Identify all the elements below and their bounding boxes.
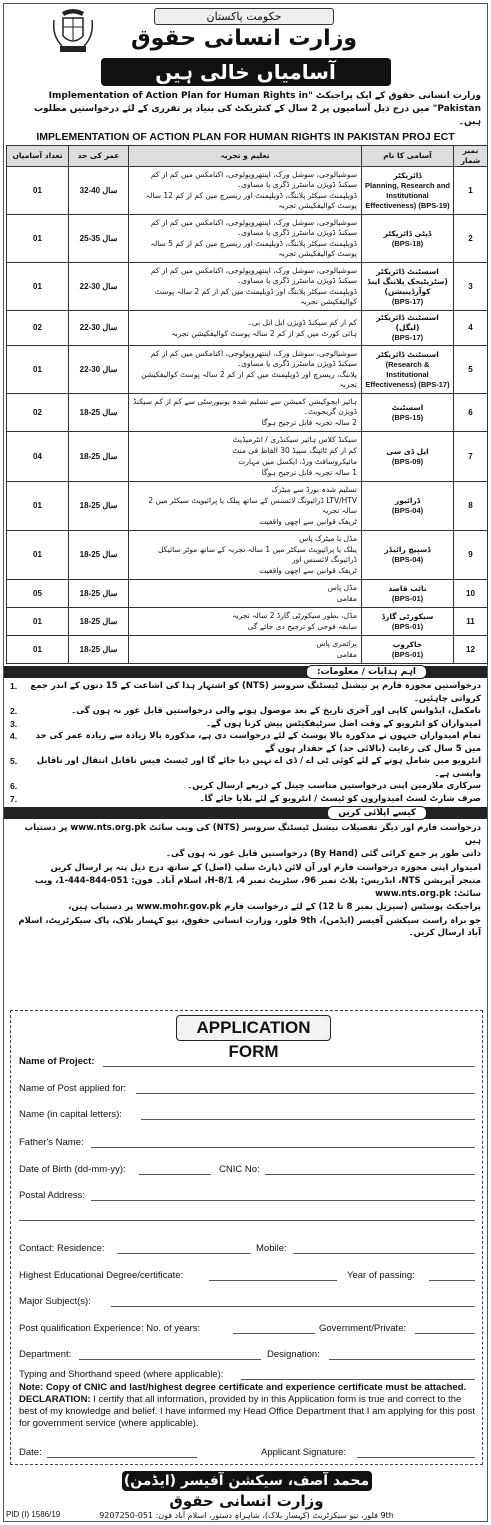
postal-address-field-line2[interactable] xyxy=(19,1220,475,1221)
post-name-english: (BPS-04) xyxy=(391,555,424,564)
column-header-qualification: تعلیم و تجربہ xyxy=(129,146,362,167)
qualification-line: مقامی xyxy=(336,650,357,659)
vacancy-count-cell: 01 xyxy=(7,608,69,636)
qualification-line: مقامی xyxy=(336,594,357,603)
state-emblem-icon xyxy=(50,6,96,54)
pid-number: PID (I) 1586/19 xyxy=(6,1510,61,1519)
instruction-text: تمام امیدواران جنہوں نے مذکورہ بالا پوسٹ کے لئے درخواست دی ہے، مذکورہ بالا زیادہ سے زیادہ عمر کی حد میں 5 سال کی رعایت (بالائی حد) کے حقدار ہوں گے xyxy=(35,731,481,754)
table-row xyxy=(7,167,488,215)
age-limit-cell: 18-25 سال xyxy=(69,531,129,580)
instruction-text: درخواستیں مجوزہ فارم پر نیشنل ٹیسٹنگ سروسز (NTS) کو اشتہار ہذا کی اشاعت کے 15 دنوں کے اندر جمع کروانی چاہئیں۔ xyxy=(30,681,481,704)
post-name-cell xyxy=(362,311,454,346)
table-row xyxy=(7,263,488,311)
contact-residence-label: Contact: Residence: xyxy=(19,1243,105,1254)
mobile-label: Mobile: xyxy=(256,1243,287,1254)
post-name-urdu: ڈرائیور xyxy=(394,496,421,505)
post-applied-field[interactable] xyxy=(136,1093,475,1094)
serial-number-cell: 3 xyxy=(454,263,488,311)
experience-years-field[interactable] xyxy=(233,1333,315,1334)
qualification-cell xyxy=(129,531,362,580)
instruction-number: .5 xyxy=(10,756,18,766)
typing-speed-label: Typing and Shorthand speed (where applicable): xyxy=(19,1369,224,1380)
age-limit-cell: 22-30 سال xyxy=(69,311,129,346)
advertisement-page xyxy=(3,3,488,1522)
table-row xyxy=(7,346,488,394)
post-name-cell xyxy=(362,167,454,215)
instruction-item xyxy=(10,680,481,705)
qualification-line: سوشیالوجی، سوشل ورک، اینتھروپولوجی، اکنامکس میں کم از کم سیکنڈ ڈویژن ماسٹرز ڈگری یا مساوی۔ xyxy=(150,218,357,237)
instruction-number: .7 xyxy=(10,793,18,804)
qualification-line: سوشیالوجی، سوشل ورک، اینتھروپولوجی، اکنامکس میں کم از کم سیکنڈ ڈویژن ماسٹرز ڈگری یا مساوی۔ xyxy=(150,349,357,368)
name-field[interactable] xyxy=(141,1119,475,1120)
application-form-title: APPLICATION FORM xyxy=(176,1015,331,1041)
post-name-urdu: سیکورٹی گارڈ xyxy=(381,611,434,621)
government-label: حکومت پاکستان xyxy=(154,8,334,25)
qualification-cell xyxy=(129,394,362,432)
serial-number-cell: 5 xyxy=(454,346,488,394)
instruction-item xyxy=(10,793,481,806)
post-name-english: (BPS-18) xyxy=(391,238,424,248)
qualification-cell xyxy=(129,482,362,531)
ministry-title: وزارت انسانی حقوق xyxy=(130,26,358,51)
intro-text: وزارت انسانی حقوق کے ایک پراجیکٹ "Implementation of Action Plan for Human Rights in Pakistan" میں درج ذیل آسامیوں پر 2 سال کے کنٹریکٹ کی بنیاد پر تقرری کے لئے درخواستیں مطلوب ہیں۔ xyxy=(33,91,481,127)
highest-degree-label: Highest Educational Degree/certificate: xyxy=(19,1270,184,1281)
qualification-line: کم از کم ٹائپنگ سپیڈ 30 الفاظ فی منٹ xyxy=(232,446,357,455)
post-name-english: (BPS-15) xyxy=(391,412,424,422)
post-name-urdu: اسسٹنٹ ڈائریکٹر (سٹریٹیجک پلاننگ اینڈ کوآرڈینیشن) xyxy=(367,266,448,296)
qualification-line: ٹریفک قوانین سے اچھی واقفیت xyxy=(259,566,357,575)
qualification-line: پبلک یا پرائیویٹ سیکٹر میں 1 سالہ تجربہ کے ساتھ موٹر سائیکل ڈرائیونگ لائسنس اور xyxy=(157,545,357,564)
instruction-number: .1 xyxy=(10,681,18,691)
department-label: Department: xyxy=(19,1349,72,1360)
qualification-line: LTV/HTV ڈرائیونگ لائسنس کے ساتھ پبلک یا پرائیویٹ سیکٹر میں 2 سالہ تجربہ xyxy=(148,496,357,515)
footer-ministry: وزارت انسانی حقوق xyxy=(169,1492,324,1510)
age-limit-cell: 25-35 سال xyxy=(69,215,129,263)
header xyxy=(4,4,487,56)
instruction-number: .6 xyxy=(10,781,18,791)
how-to-apply-item: درخواست فارم اور دیگر تفصیلات نیشنل ٹیسٹنگ سروسز (NTS) کی ویب سائٹ www.nts.org.pk پر دستیاب ہیں xyxy=(24,823,481,846)
major-subjects-label: Major Subject(s): xyxy=(19,1296,91,1307)
post-name-english: (BPS-17) xyxy=(391,333,424,342)
instruction-number: .3 xyxy=(10,718,18,729)
table-row xyxy=(7,531,488,580)
qualification-cell xyxy=(129,215,362,263)
post-name-english: Planning, Research and Institutional Effectiveness) (BPS-19) xyxy=(364,180,451,210)
how-to-apply-item: منیجر آپریشن NTS، ایڈریس: پلاٹ نمبر 96، سٹریٹ نمبر 4، H-8/1، اسلام آباد۔ فون: 051-844-444-1، ویب سائٹ: www.nts.org.pk xyxy=(34,876,481,899)
declaration-label: DECLARATION: xyxy=(19,1394,91,1405)
post-name-urdu: ایل ڈی سی xyxy=(386,446,429,456)
govt-private-field[interactable] xyxy=(415,1333,475,1334)
post-applied-label: Name of Post applied for: xyxy=(19,1083,127,1094)
qualification-cell xyxy=(129,432,362,482)
application-form xyxy=(10,1010,483,1465)
qualification-line: مڈل، بطور سیکورٹی گارڈ 2 سالہ تجربہ xyxy=(232,611,357,620)
cnic-field[interactable] xyxy=(265,1174,475,1175)
column-header-post: آسامی کا نام xyxy=(362,146,454,167)
cnic-label: CNIC No: xyxy=(219,1164,260,1175)
qualification-line: سوشیالوجی، سوشل ورک، اینتھروپولوجی، اکنامکس میں کم از کم سیکنڈ ڈویژن ماسٹرز ڈگری یا مساوی۔ xyxy=(150,266,357,285)
qualification-line: مڈل یا میٹرک پاس xyxy=(299,534,357,543)
post-name-english: (BPS-01) xyxy=(391,593,424,603)
qualification-cell xyxy=(129,263,362,311)
declaration xyxy=(19,1394,477,1430)
qualification-line: تسلیم شدہ بورڈ سے میٹرک xyxy=(271,485,357,494)
serial-number-cell: 12 xyxy=(454,636,488,664)
how-to-apply-item: پراجیکٹ پوسٹس (سیریل نمبر 8 تا 12) کے لئے درخواست فارم www.mohr.gov.pk پر دستیاب ہیں، xyxy=(68,902,481,912)
govt-private-label: Government/Private: xyxy=(319,1323,407,1334)
vacancy-count-cell: 01 xyxy=(7,482,69,531)
serial-number-cell: 8 xyxy=(454,482,488,531)
serial-number-cell: 7 xyxy=(454,432,488,482)
year-of-passing-field[interactable] xyxy=(429,1280,475,1281)
qualification-line: پرائمری پاس xyxy=(316,639,357,648)
vacancy-count-cell: 01 xyxy=(7,346,69,394)
instruction-item xyxy=(10,780,481,793)
how-to-apply-header-bar xyxy=(4,807,487,819)
post-name-cell xyxy=(362,608,454,636)
how-to-apply-item: جو براہ راست سیکشن آفیسر (ایڈمن)، 9th فلور، وزارت انسانی حقوق، نیو کہسار بلاک، پاک سیکرٹریٹ، اسلام آباد ارسال کریں۔ xyxy=(18,915,481,938)
how-to-apply-item: امیدوار اپنی مجوزہ درخواست فارم اور آن لائن ڈپازٹ سلپ (اصل) کے ساتھ درج ذیل پتہ پر ارسال کریں xyxy=(50,862,481,873)
post-name-cell xyxy=(362,346,454,394)
age-limit-cell: 18-25 سال xyxy=(69,608,129,636)
age-limit-cell: 22-30 سال xyxy=(69,263,129,311)
dob-label: Date of Birth (dd-mm-yy): xyxy=(19,1164,126,1175)
instructions-header-bar xyxy=(4,666,487,678)
qualification-cell xyxy=(129,580,362,608)
qualification-cell xyxy=(129,346,362,394)
table-row xyxy=(7,215,488,263)
date-label: Date: xyxy=(19,1447,42,1458)
qualification-line: مڈل پاس xyxy=(327,583,357,592)
post-name-cell xyxy=(362,636,454,664)
designation-label: Designation: xyxy=(267,1349,320,1360)
major-subjects-field[interactable] xyxy=(111,1306,475,1307)
post-name-cell xyxy=(362,531,454,580)
serial-number-cell: 1 xyxy=(454,167,488,215)
table-row xyxy=(7,394,488,432)
postal-address-field[interactable] xyxy=(91,1200,475,1201)
age-limit-cell: 18-25 سال xyxy=(69,394,129,432)
instruction-item xyxy=(10,705,481,718)
vacancy-count-cell: 02 xyxy=(7,394,69,432)
table-row xyxy=(7,636,488,664)
how-to-apply-list xyxy=(4,819,487,943)
how-to-apply-item: ذاتی طور پر جمع کرائی گئی (By Hand) درخواستیں قابل غور نہ ہوں گی۔ xyxy=(165,849,481,859)
post-name-urdu: اسسٹنٹ ڈائریکٹر (لیگل) xyxy=(376,313,439,332)
post-name-english: (BPS-17) xyxy=(391,296,424,306)
qualification-line: سیکنڈ کلاس ہائیر سیکنڈری / انٹرمیڈیٹ xyxy=(232,435,357,444)
year-of-passing-label: Year of passing: xyxy=(347,1270,415,1281)
qualification-line: 2 سالہ تجربہ قابل ترجیح ہوگا xyxy=(261,418,357,427)
qualification-line: ڈویلپمنٹ سیکٹر پلاننگ، ڈویلپمنٹ اور ریسرچ میں کم از کم 12 سالہ پوسٹ کوالیفکیشن تجربہ xyxy=(145,191,357,210)
instruction-number: .4 xyxy=(10,731,18,741)
date-field[interactable] xyxy=(47,1457,197,1458)
post-name-cell xyxy=(362,215,454,263)
vacancy-count-cell: 02 xyxy=(7,311,69,346)
signature-field[interactable] xyxy=(357,1457,475,1458)
post-name-urdu: اسسٹنٹ xyxy=(391,402,424,412)
post-name-urdu: ڈائریکٹر xyxy=(393,170,422,180)
name-label: Name (in capital letters): xyxy=(19,1109,122,1120)
instruction-text: امیدواران کو انٹرویو کے وقت اصل سرٹیفکیٹس پیش کرنا ہوں گے۔ xyxy=(206,718,481,729)
qualification-line: ہائیر ایجوکیشن کمیشن سے تسلیم شدہ یونیورسٹی سے کم از کم سیکنڈ ڈویژن گریجویٹ۔ xyxy=(133,397,357,416)
how-to-apply-title: کیسے اپلائی کریں xyxy=(327,806,427,820)
qualification-cell xyxy=(129,608,362,636)
vacancy-count-cell: 01 xyxy=(7,263,69,311)
footer-address: 9th فلور، نیو سیکرٹریٹ (کہسار بلاک)، شاہراہِ دستور، اسلام آباد فون: 051-9207250 xyxy=(99,1511,394,1520)
dob-field[interactable] xyxy=(139,1174,211,1175)
vacancies-table xyxy=(6,145,488,664)
instruction-item xyxy=(10,718,481,731)
vacancy-count-cell: 01 xyxy=(7,636,69,664)
attachment-note: Note: Copy of CNIC and last/highest degree certificate and experience certificate must be attached. xyxy=(19,1382,467,1393)
project-name-field[interactable] xyxy=(103,1066,475,1067)
qualification-line: مائیکروسافٹ ورڈ، ایکسل میں مہارت xyxy=(238,457,357,466)
serial-number-cell: 10 xyxy=(454,580,488,608)
column-header-age: عمر کی حد xyxy=(69,146,129,167)
serial-number-cell: 2 xyxy=(454,215,488,263)
qualification-line: 1 سالہ تجربہ قابل ترجیح ہوگا xyxy=(261,468,357,477)
qualification-line: کم از کم سیکنڈ ڈویژن ایل ایل بی۔ xyxy=(247,317,357,327)
declaration-text: I certify that all information, provided by in this Application form is true and correct to the best of my knowledge and belief. I have informed my Head Office Department that I am applying for this post for government service (where applicable). xyxy=(19,1394,476,1429)
age-limit-cell: 18-25 سال xyxy=(69,580,129,608)
vacancy-count-cell: 01 xyxy=(7,531,69,580)
vacancy-count-cell: 01 xyxy=(7,167,69,215)
post-name-english: (Research & Institutional Effectiveness) (BPS-17) xyxy=(365,359,450,389)
column-header-count: تعداد آسامیاں xyxy=(7,146,69,167)
highest-degree-field[interactable] xyxy=(209,1280,337,1281)
footer xyxy=(4,1471,489,1520)
post-name-cell xyxy=(362,432,454,482)
post-name-urdu: نائب قاصد xyxy=(388,583,427,593)
qualification-line: ہائی کورٹ میں کم از کم 2 سالہ پوسٹ کوالیفکیشن تجربہ xyxy=(171,328,357,338)
column-header-serial: نمبر شمار xyxy=(454,146,488,167)
table-row xyxy=(7,311,488,346)
table-row xyxy=(7,432,488,482)
signature-label: Applicant Signature: xyxy=(261,1447,347,1458)
post-name-cell xyxy=(362,580,454,608)
experience-years-label: Post qualification Experience: No. of years: xyxy=(19,1323,201,1334)
serial-number-cell: 4 xyxy=(454,311,488,346)
age-limit-cell: 18-25 سال xyxy=(69,482,129,531)
fathers-name-label: Father's Name: xyxy=(19,1137,84,1148)
instructions-list xyxy=(4,678,487,805)
age-limit-cell: 32-40 سال xyxy=(69,167,129,215)
qualification-cell xyxy=(129,167,362,215)
instruction-item xyxy=(10,730,481,755)
instructions-title: اہم ہدایات / معلومات: xyxy=(306,665,427,679)
qualification-cell xyxy=(129,636,362,664)
qualification-line: ٹریفک قوانین سے اچھی واقفیت xyxy=(259,517,357,526)
vacancy-count-cell: 04 xyxy=(7,432,69,482)
vacancy-count-cell: 05 xyxy=(7,580,69,608)
signer-name: محمد آصف، سیکشن آفیسر (ایڈمن) xyxy=(122,1471,372,1491)
vacancies-banner: آسامیاں خالی ہیں xyxy=(101,58,391,86)
designation-field[interactable] xyxy=(329,1359,475,1360)
post-name-cell xyxy=(362,263,454,311)
contact-residence-field[interactable] xyxy=(117,1253,251,1254)
post-name-english: (BPS-01) xyxy=(391,621,424,631)
qualification-cell xyxy=(129,311,362,346)
post-name-urdu: اسسٹنٹ ڈائریکٹر xyxy=(376,349,439,359)
serial-number-cell: 6 xyxy=(454,394,488,432)
qualification-line: ڈویلپمنٹ سیکٹر پلاننگ اور ڈویلپمنٹ میں کم از کم 2 سالہ پوسٹ کوالیفکیشن تجربہ xyxy=(154,287,357,306)
post-name-english: (BPS-09) xyxy=(391,456,424,466)
department-field[interactable] xyxy=(79,1359,261,1360)
qualification-line: پلاننگ، ریسرچ اور ڈویلپمنٹ میں کم از کم 2 سالہ پوسٹ کوالیفکیشن تجربہ xyxy=(141,370,357,389)
form-note xyxy=(19,1382,477,1430)
instruction-number: .2 xyxy=(10,706,18,716)
qualification-line: ڈویلپمنٹ سیکٹر پلاننگ، ڈویلپمنٹ اور ریسرچ میں کم از کم 5 سالہ پوسٹ کوالیفکیشن تجربہ xyxy=(150,239,357,258)
table-row xyxy=(7,580,488,608)
table-header-row xyxy=(7,146,488,167)
post-name-urdu: خاکروب xyxy=(392,639,423,649)
post-name-cell xyxy=(362,394,454,432)
typing-speed-field[interactable] xyxy=(241,1379,475,1380)
instruction-text: سرکاری ملازمین اپنی درخواستیں مناسب چینل کے ذریعے ارسال کریں۔ xyxy=(187,781,481,791)
serial-number-cell: 11 xyxy=(454,608,488,636)
postal-address-label: Postal Address: xyxy=(19,1190,86,1201)
fathers-name-field[interactable] xyxy=(91,1147,475,1148)
qualification-line: سوشیالوجی، سوشل ورک، اینتھروپولوجی، اکنامکس میں کم از کم سیکنڈ ڈویژن ماسٹرز ڈگری یا مساوی۔ xyxy=(150,170,357,189)
age-limit-cell: 18-25 سال xyxy=(69,636,129,664)
vacancy-count-cell: 01 xyxy=(7,215,69,263)
project-name-label: Name of Project: xyxy=(19,1056,95,1067)
instruction-text: انٹرویو میں شامل ہونے کے لئے کوئی ٹی اے / ڈی اے نہیں دیا جائے گا اور ٹیسٹ فیس ناقابل انتقال اور ناقابل واپسی ہے۔ xyxy=(36,756,481,779)
age-limit-cell: 18-25 سال xyxy=(69,432,129,482)
serial-number-cell: 9 xyxy=(454,531,488,580)
post-name-cell xyxy=(362,482,454,531)
post-name-english: (BPS-01) xyxy=(391,649,424,659)
table-row xyxy=(7,608,488,636)
mobile-field[interactable] xyxy=(293,1253,475,1254)
post-name-urdu: ڈسپیچ رائیڈر xyxy=(384,545,431,554)
age-limit-cell: 22-30 سال xyxy=(69,346,129,394)
qualification-line: سابقہ فوجی کو ترجیح دی جائے گی xyxy=(247,622,357,631)
instruction-text: نامکمل، ایڈوانس کاپی اور آخری تاریخ کے بعد موصول ہونے والی درخواستیں قابل غور نہ ہوں گی۔ xyxy=(71,706,481,716)
post-name-urdu: ڈپٹی ڈائریکٹر xyxy=(383,228,432,238)
instruction-item xyxy=(10,755,481,780)
instruction-text: صرف شارٹ لسٹ امیدواروں کو ٹیسٹ / انٹرویو کے لئے بلایا جائے گا۔ xyxy=(199,793,481,804)
post-name-english: (BPS-04) xyxy=(391,506,424,515)
project-title: IMPLEMENTATION OF ACTION PLAN FOR HUMAN RIGHTS IN PAKISTAN PROJ ECT xyxy=(36,131,455,143)
table-row xyxy=(7,482,488,531)
